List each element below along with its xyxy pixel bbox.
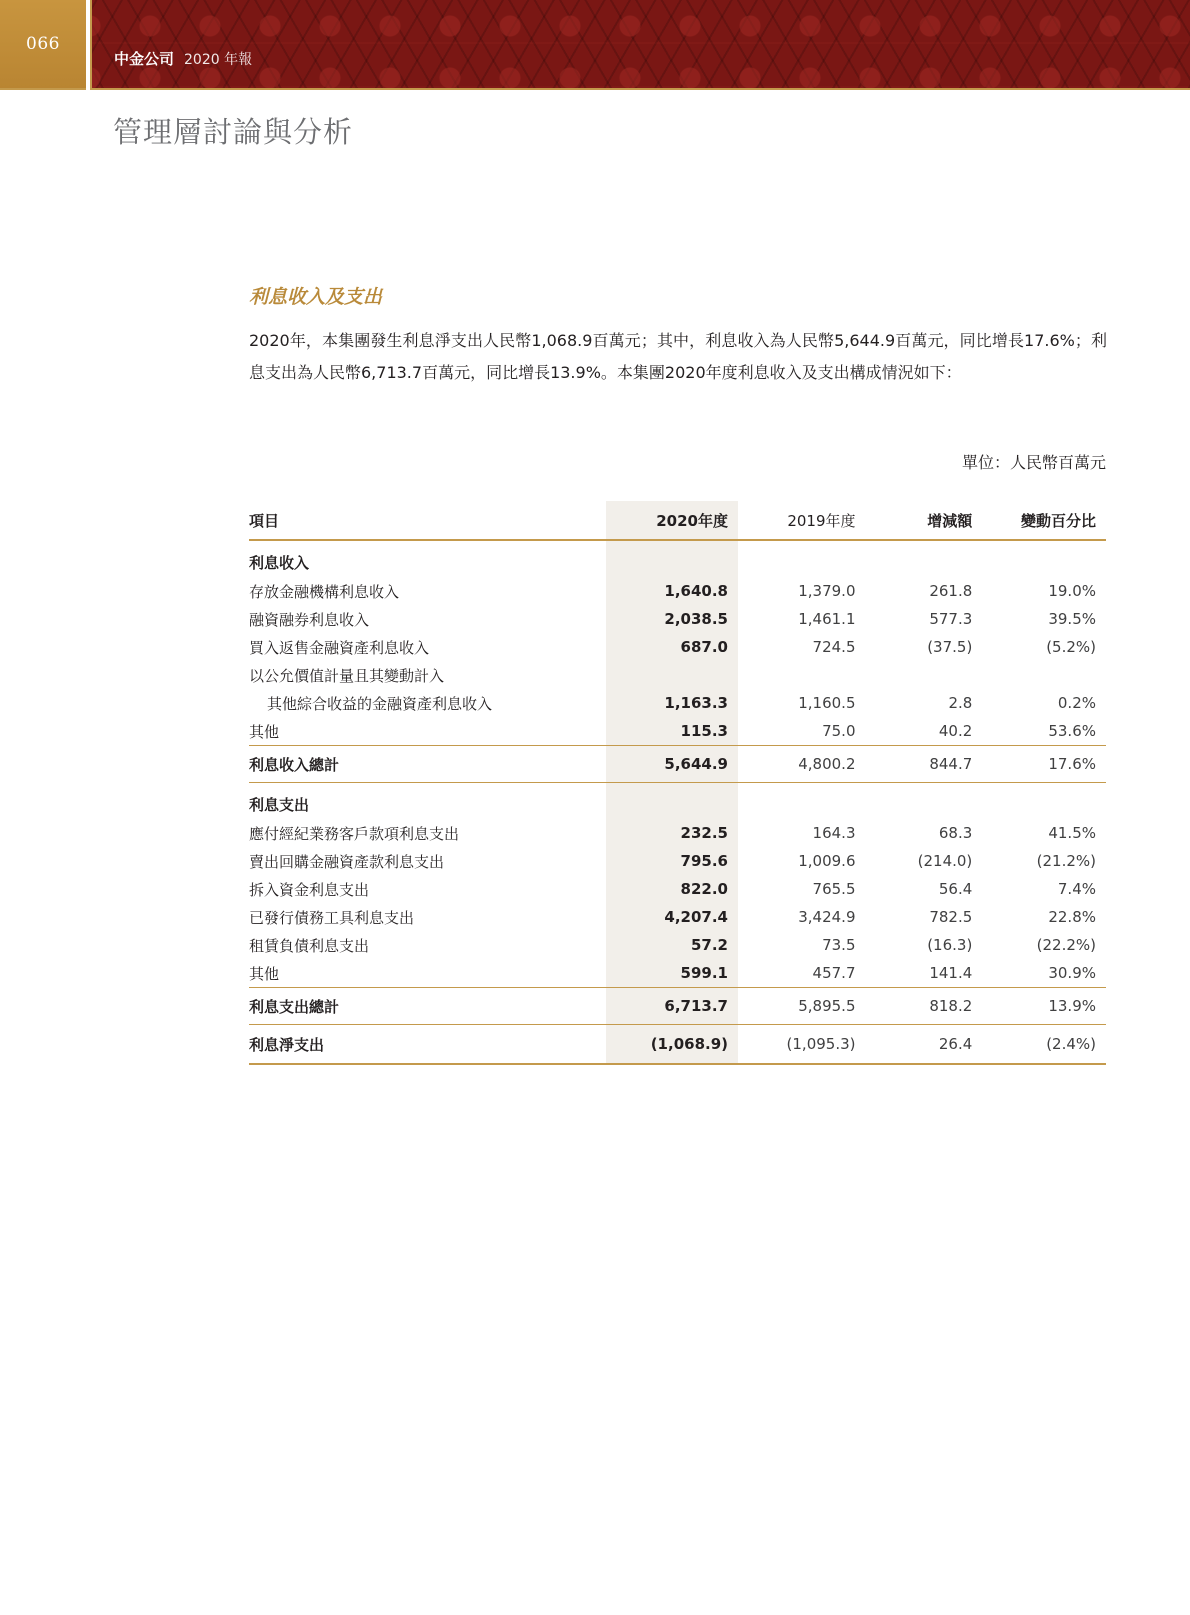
value-percent: (21.2%) bbox=[1036, 852, 1096, 870]
row-label: 應付經紀業務客戶款項利息支出 bbox=[249, 824, 460, 843]
income-total-row bbox=[249, 746, 1106, 783]
header-banner bbox=[0, 0, 1190, 88]
value-2020: 232.5 bbox=[606, 819, 738, 847]
row-label: 其他 bbox=[249, 722, 280, 741]
income-category-row bbox=[249, 540, 1106, 577]
value-change: 577.3 bbox=[929, 610, 973, 628]
value-2020: (1,068.9) bbox=[606, 1025, 738, 1065]
value-percent: 41.5% bbox=[1048, 824, 1096, 842]
company-name: 中金公司 bbox=[114, 50, 175, 68]
value-percent: 0.2% bbox=[1057, 694, 1096, 712]
value-percent: 22.8% bbox=[1048, 908, 1096, 926]
row-label: 拆入資金利息支出 bbox=[249, 880, 370, 899]
value-2019: 765.5 bbox=[812, 880, 856, 898]
row-label: 融資融券利息收入 bbox=[249, 610, 370, 629]
table-row bbox=[249, 847, 1106, 875]
value-change: (37.5) bbox=[927, 638, 973, 656]
expense-category-label: 利息支出 bbox=[249, 795, 310, 814]
value-2020: 57.2 bbox=[606, 931, 738, 959]
table-row bbox=[249, 819, 1106, 847]
row-label: 其他 bbox=[249, 964, 280, 983]
value-2020: 2,038.5 bbox=[606, 605, 738, 633]
income-category-label: 利息收入 bbox=[249, 553, 310, 572]
value-2019: 3,424.9 bbox=[798, 908, 856, 926]
row-label: 租賃負債利息支出 bbox=[249, 936, 370, 955]
value-percent: 17.6% bbox=[972, 746, 1106, 783]
value-percent: 19.0% bbox=[1048, 582, 1096, 600]
value-2020: 6,713.7 bbox=[606, 988, 738, 1025]
page-number: 066 bbox=[26, 34, 60, 54]
table-row bbox=[249, 959, 1106, 988]
table-row bbox=[249, 577, 1106, 605]
expense-total-row bbox=[249, 988, 1106, 1025]
value-2019: 1,160.5 bbox=[798, 694, 856, 712]
net-label: 利息淨支出 bbox=[249, 1025, 606, 1065]
table-row bbox=[249, 717, 1106, 746]
value-percent: 30.9% bbox=[1048, 964, 1096, 982]
value-2019 bbox=[738, 661, 856, 689]
section-title: 管理層討論與分析 bbox=[113, 115, 354, 149]
row-label: 已發行債務工具利息支出 bbox=[249, 908, 415, 927]
table-row bbox=[249, 661, 1106, 689]
value-percent: 39.5% bbox=[1048, 610, 1096, 628]
row-label: 存放金融機構利息收入 bbox=[249, 582, 400, 601]
header-percent: 變動百分比 bbox=[972, 501, 1106, 540]
value-change: 40.2 bbox=[938, 722, 973, 740]
value-2020: 687.0 bbox=[606, 633, 738, 661]
header-2019: 2019年度 bbox=[738, 501, 856, 540]
value-percent: (2.4%) bbox=[972, 1025, 1106, 1065]
value-2020 bbox=[606, 661, 738, 689]
value-2019: 75.0 bbox=[822, 722, 856, 740]
header-gold-line bbox=[0, 88, 1190, 90]
intro-paragraph: 2020年，本集團發生利息淨支出人民幣1,068.9百萬元；其中，利息收入為人民幣5,644.9百萬元，同比增長17.6%；利息支出為人民幣6,713.7百萬元，同比增長13.9%。本集團2020年度利息收入及支出構成情況如下： bbox=[249, 331, 1107, 382]
row-label: 其他綜合收益的金融資產利息收入 bbox=[267, 694, 493, 713]
report-name: 2020 年報 bbox=[184, 52, 253, 68]
value-change: 68.3 bbox=[938, 824, 973, 842]
value-2019: (1,095.3) bbox=[738, 1025, 856, 1065]
table-header-row bbox=[249, 501, 1106, 540]
value-change: 261.8 bbox=[929, 582, 973, 600]
value-2020: 599.1 bbox=[606, 959, 738, 988]
value-change: 844.7 bbox=[856, 746, 973, 783]
sub-heading: 利息收入及支出 bbox=[249, 286, 383, 308]
table-row bbox=[249, 931, 1106, 959]
value-change: 782.5 bbox=[929, 908, 973, 926]
value-change: (214.0) bbox=[917, 852, 973, 870]
table-row bbox=[249, 689, 1106, 717]
unit-label: 單位：人民幣百萬元 bbox=[961, 453, 1106, 472]
value-2019: 164.3 bbox=[812, 824, 856, 842]
value-percent: (5.2%) bbox=[1046, 638, 1096, 656]
value-percent: (22.2%) bbox=[1036, 936, 1096, 954]
value-2020: 115.3 bbox=[606, 717, 738, 746]
row-label: 以公允價值計量且其變動計入 bbox=[249, 666, 445, 685]
net-interest-row bbox=[249, 1025, 1106, 1065]
expense-category-row bbox=[249, 783, 1106, 820]
value-2019: 4,800.2 bbox=[738, 746, 856, 783]
table-row bbox=[249, 903, 1106, 931]
total-label: 利息支出總計 bbox=[249, 988, 606, 1025]
table-row bbox=[249, 875, 1106, 903]
value-change: 26.4 bbox=[856, 1025, 973, 1065]
header-change: 增減額 bbox=[856, 501, 973, 540]
value-change: 2.8 bbox=[948, 694, 973, 712]
interest-table bbox=[249, 501, 1106, 1065]
value-2019: 1,461.1 bbox=[798, 610, 856, 628]
value-percent: 53.6% bbox=[1048, 722, 1096, 740]
value-change bbox=[856, 661, 973, 689]
table-row bbox=[249, 633, 1106, 661]
value-2020: 795.6 bbox=[606, 847, 738, 875]
total-label: 利息收入總計 bbox=[249, 746, 606, 783]
value-change: 56.4 bbox=[938, 880, 973, 898]
header-2020: 2020年度 bbox=[606, 501, 738, 540]
value-percent: 7.4% bbox=[1057, 880, 1096, 898]
value-2020: 1,640.8 bbox=[606, 577, 738, 605]
row-label: 賣出回購金融資產款利息支出 bbox=[249, 852, 445, 871]
table-row bbox=[249, 605, 1106, 633]
page-number-tab bbox=[0, 0, 86, 88]
value-2020: 4,207.4 bbox=[606, 903, 738, 931]
tab-divider-gold bbox=[90, 0, 92, 90]
value-percent bbox=[972, 661, 1106, 689]
value-2019: 724.5 bbox=[812, 638, 856, 656]
value-2019: 1,379.0 bbox=[798, 582, 856, 600]
value-2019: 457.7 bbox=[812, 964, 856, 982]
header-item: 項目 bbox=[249, 501, 606, 540]
value-2020: 5,644.9 bbox=[606, 746, 738, 783]
value-2019: 1,009.6 bbox=[798, 852, 856, 870]
value-change: (16.3) bbox=[927, 936, 973, 954]
value-2019: 5,895.5 bbox=[738, 988, 856, 1025]
row-label: 買入返售金融資產利息收入 bbox=[249, 638, 430, 657]
value-percent: 13.9% bbox=[972, 988, 1106, 1025]
value-change: 141.4 bbox=[929, 964, 973, 982]
value-2020: 1,163.3 bbox=[606, 689, 738, 717]
value-change: 818.2 bbox=[856, 988, 973, 1025]
value-2019: 73.5 bbox=[822, 936, 856, 954]
value-2020: 822.0 bbox=[606, 875, 738, 903]
report-brand bbox=[114, 48, 252, 69]
